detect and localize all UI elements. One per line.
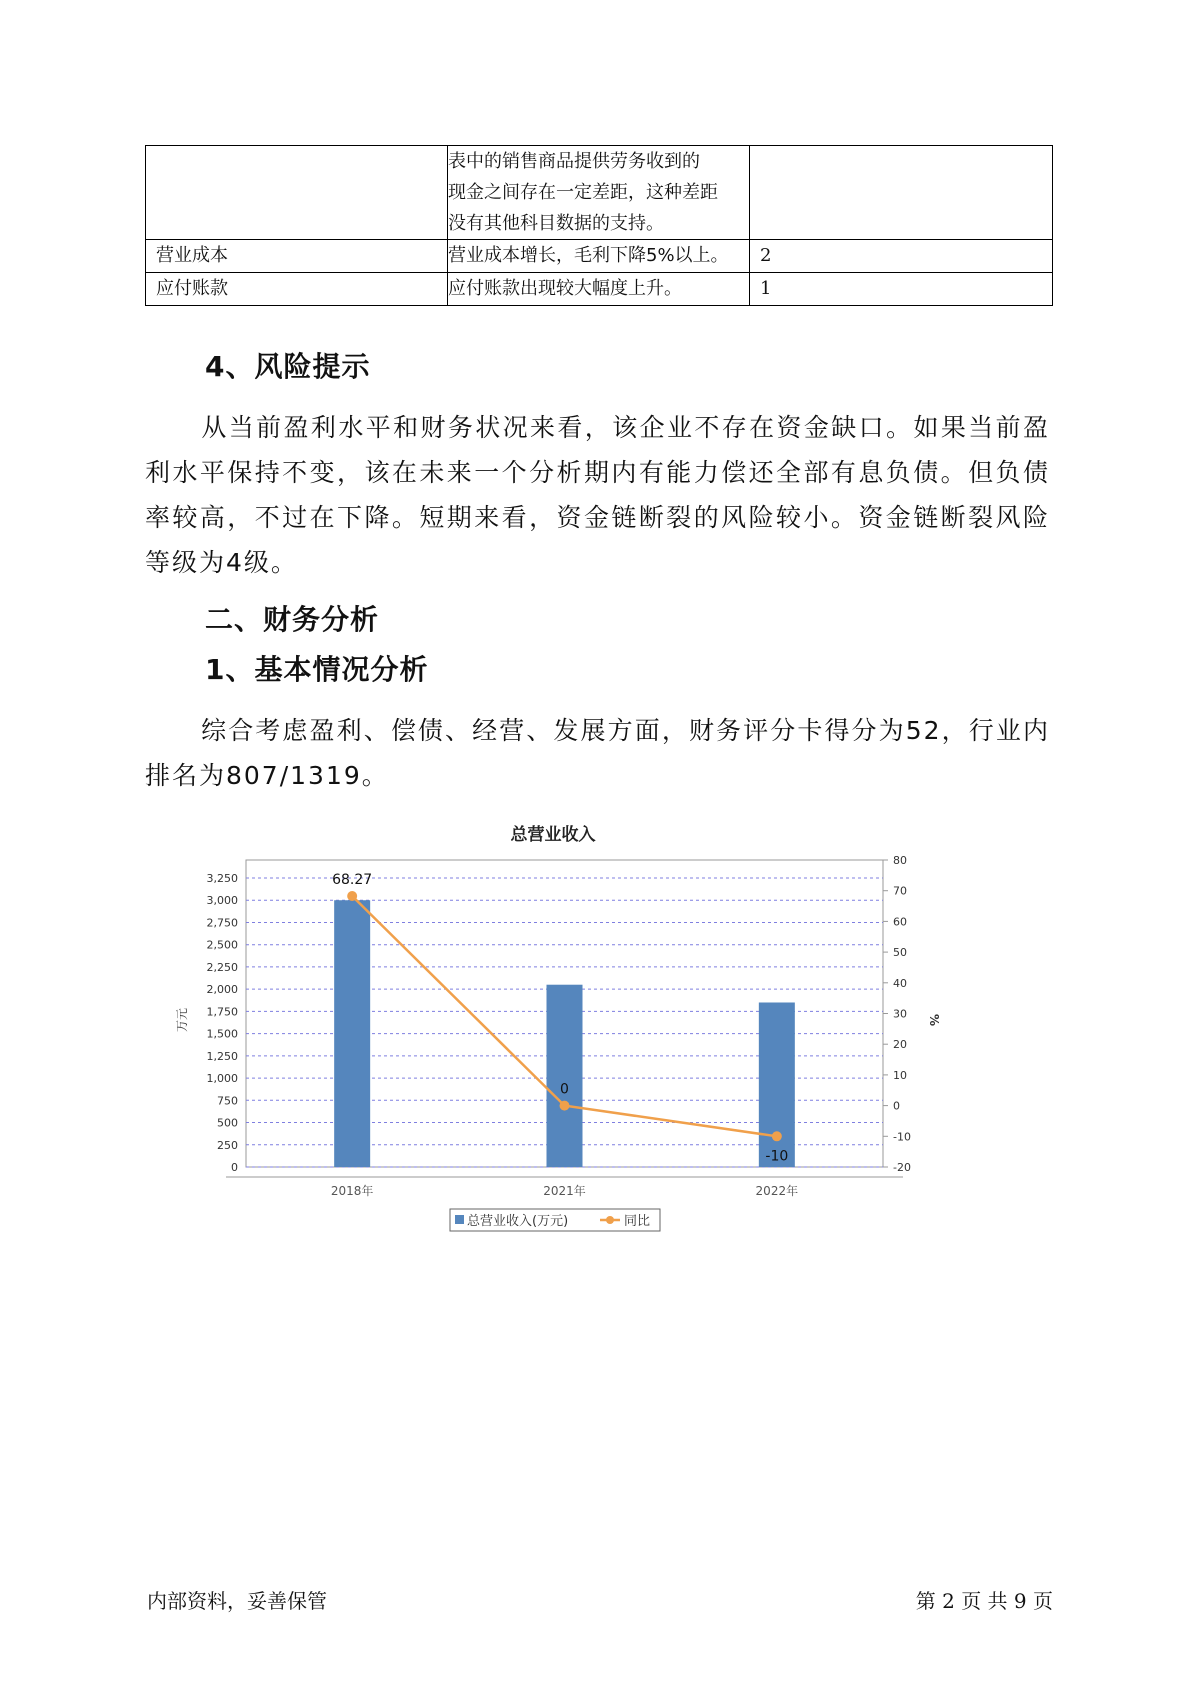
data-point (560, 1101, 570, 1111)
y-tick-label: 2,000 (206, 983, 238, 997)
bar (759, 1002, 795, 1167)
bar (547, 985, 583, 1167)
risk-desc-line: 表中的销售商品提供劳务收到的 (448, 151, 700, 172)
section-heading-risk: 4、风险提示 (205, 350, 371, 383)
y-tick-label: 1,500 (206, 1027, 238, 1041)
table-row (146, 240, 1053, 273)
risk-desc-cell (448, 146, 750, 240)
risk-score-cell (750, 146, 1053, 240)
chart-title: 总营业收入 (510, 825, 596, 845)
y-right-tick-label: 10 (893, 1068, 907, 1082)
section-heading-financial: 二、财务分析 (205, 603, 380, 636)
y-right-tick-label: -10 (893, 1130, 911, 1144)
y-right-tick-label: 0 (893, 1099, 900, 1113)
page-number: 第 2 页 共 9 页 (915, 1589, 1053, 1613)
table-row (146, 273, 1053, 306)
basic-paragraph (145, 708, 1050, 798)
y-right-tick-label: 20 (893, 1038, 907, 1052)
data-label: 0 (560, 1081, 569, 1098)
data-label: 68.27 (332, 872, 373, 889)
y-tick-label: 3,000 (206, 894, 238, 908)
y-right-axis-label: % (927, 1013, 941, 1027)
x-tick-label: 2018年 (330, 1184, 374, 1198)
legend-swatch-point (606, 1216, 614, 1224)
y-tick-label: 750 (217, 1094, 238, 1108)
y-right-tick-label: 70 (893, 884, 907, 898)
risk-desc-line: 现金之间存在一定差距，这种差距 (448, 182, 718, 203)
y-tick-label: 2,500 (206, 938, 238, 952)
revenue-chart-svg (170, 820, 970, 1280)
basic-paragraph-text: 综合考虑盈利、偿债、经营、发展方面，财务评分卡得分为52，行业内排名为807/1319。 (145, 716, 1050, 790)
y-tick-label: 250 (217, 1138, 238, 1152)
y-axis-label: 万元 (175, 1007, 189, 1033)
revenue-chart (170, 820, 970, 1280)
bar (334, 900, 370, 1167)
risk-item-cell: 应付账款 (146, 273, 448, 306)
risk-score-cell: 1 (750, 273, 1053, 306)
risk-score-cell: 2 (750, 240, 1053, 273)
data-point (347, 891, 357, 901)
section-heading-basic: 1、基本情况分析 (205, 653, 429, 686)
y-tick-label: 2,750 (206, 916, 238, 930)
table-row (146, 146, 1053, 240)
data-point (772, 1131, 782, 1141)
legend-label-line: 同比 (624, 1214, 651, 1229)
y-tick-label: 1,000 (206, 1072, 238, 1086)
y-tick-label: 3,250 (206, 872, 238, 885)
risk-desc-cell: 应付账款出现较大幅度上升。 (448, 273, 750, 306)
y-right-tick-label: 40 (893, 976, 907, 990)
risk-desc-line: 没有其他科目数据的支持。 (448, 213, 664, 234)
risk-table (145, 145, 1053, 306)
y-right-tick-label: 30 (893, 1007, 907, 1021)
risk-item-cell: 营业成本 (146, 240, 448, 273)
y-right-tick-label: -20 (893, 1161, 911, 1174)
y-right-tick-label: 60 (893, 915, 907, 929)
risk-paragraph (145, 405, 1050, 585)
y-tick-label: 1,250 (206, 1049, 238, 1063)
x-tick-label: 2022年 (755, 1184, 799, 1198)
risk-desc-cell: 营业成本增长，毛利下降5%以上。 (448, 240, 750, 273)
y-right-tick-label: 80 (893, 854, 907, 867)
legend-label-bar: 总营业收入(万元) (467, 1214, 569, 1229)
y-tick-label: 500 (217, 1116, 238, 1130)
risk-item-cell (146, 146, 448, 240)
y-tick-label: 2,250 (206, 960, 238, 974)
y-tick-label: 1,750 (206, 1005, 238, 1019)
risk-paragraph-text: 从当前盈利水平和财务状况来看，该企业不存在资金缺口。如果当前盈利水平保持不变，该在未来一个分析期内有能力偿还全部有息负债。但负债率较高，不过在下降。短期来看，资金链断裂的风险较小。资金链断裂风险等级为4级。 (145, 413, 1050, 577)
y-right-tick-label: 50 (893, 946, 907, 960)
footer-note: 内部资料，妥善保管 (147, 1589, 327, 1613)
y-tick-label: 0 (231, 1161, 238, 1174)
x-tick-label: 2021年 (543, 1184, 586, 1198)
data-label: -10 (765, 1148, 789, 1165)
legend-swatch-bar (455, 1215, 464, 1224)
